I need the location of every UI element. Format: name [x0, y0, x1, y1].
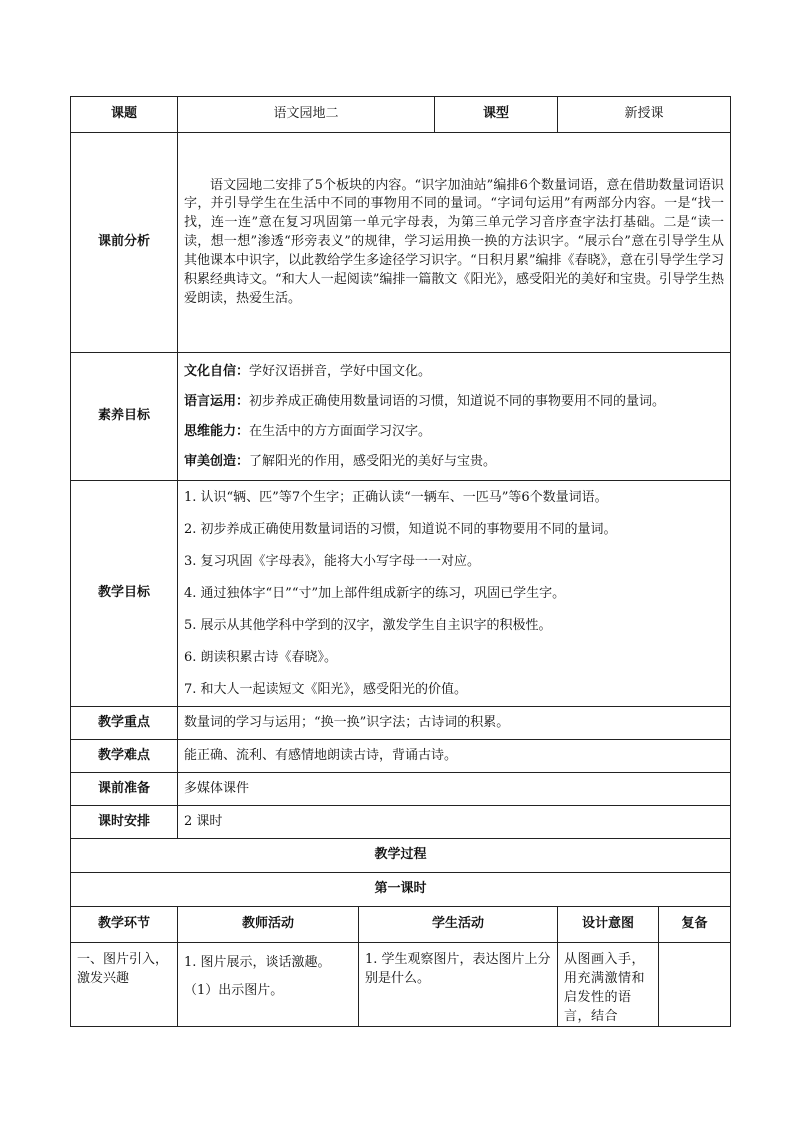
difficulties-label: 教学难点 — [71, 740, 178, 773]
header-row — [71, 97, 731, 133]
objective-item: 3. 复习巩固《字母表》，能将大小写字母一一对应。 — [184, 553, 481, 569]
column-header-teacher: 教师活动 — [178, 907, 359, 943]
lesson-title: 第一课时 — [71, 873, 731, 907]
objective-item: 6. 朗读积累古诗《春晓》。 — [184, 649, 338, 665]
literacy-goal-item: 语言运用：初步养成正确使用数量词语的习惯，知道说不同的事物要用不同的量词。 — [184, 393, 666, 409]
literacy-label: 素养目标 — [71, 353, 178, 481]
teacher-activity-cell — [178, 943, 359, 1027]
type-value: 新授课 — [558, 97, 731, 133]
analysis-row — [71, 133, 731, 353]
objectives-label: 教学目标 — [71, 481, 178, 707]
literacy-goal-item: 审美创造：了解阳光的作用，感受阳光的美好与宝贵。 — [184, 453, 497, 469]
schedule-label: 课时安排 — [71, 806, 178, 839]
process-title-row — [71, 839, 731, 873]
process-header-row — [71, 907, 731, 943]
preparation-row — [71, 773, 731, 806]
preparation-label: 课前准备 — [71, 773, 178, 806]
literacy-goal-item: 思维能力：在生活中的方方面面学习汉字。 — [184, 423, 432, 439]
lesson-plan-table — [70, 96, 731, 1027]
objectives-row — [71, 481, 731, 707]
teacher-activity-line: 1. 图片展示，谈话激趣。 — [184, 955, 331, 970]
key-points-row — [71, 707, 731, 740]
key-points-text: 数量词的学习与运用；“换一换”识字法；古诗词的积累。 — [178, 707, 731, 740]
objective-item: 5. 展示从其他学科中学到的汉字，激发学生自主识字的积极性。 — [184, 617, 552, 633]
column-header-student: 学生活动 — [359, 907, 558, 943]
stage-cell: 一、图片引入，激发兴趣 — [71, 943, 178, 1027]
column-header-intent: 设计意图 — [558, 907, 659, 943]
objective-item: 1. 认识“辆、匹”等7个生字；正确认读“一辆车、一匹马”等6个数量词语。 — [184, 489, 608, 505]
schedule-text: 2 课时 — [178, 806, 731, 839]
topic-label: 课题 — [71, 97, 178, 133]
literacy-row — [71, 353, 731, 481]
process-row — [71, 943, 731, 1027]
key-points-label: 教学重点 — [71, 707, 178, 740]
objective-item: 2. 初步养成正确使用数量词语的习惯，知道说不同的事物要用不同的量词。 — [184, 521, 617, 537]
analysis-label: 课前分析 — [71, 133, 178, 353]
objective-item: 7. 和大人一起读短文《阳光》，感受阳光的价值。 — [184, 681, 468, 697]
literacy-goals — [178, 353, 731, 481]
objectives-list — [178, 481, 731, 707]
topic-value: 语文园地二 — [178, 97, 435, 133]
analysis-text: 语文园地二安排了5个板块的内容。“识字加油站”编排6个数量词语，意在借助数量词语识字，并引导学生在生活中不同的事物用不同的量词。“字词句运用”有两部分内容。一是“找一找，连一连”意在复习巩固第一单元字母表，为第三单元学习音序查字法打基础。二是“读一读，想一想”渗透“形旁表义”的规律，学习运用换一换的方法识字。“展示台”意在引导学生从其他课本中识字，以此教给学生多途径学习识字。“日积月累”编排《春晓》，意在引导学生学习积累经典诗文。“和大人一起阅读”编排一篇散文《阳光》，感受阳光的美好和宝贵。引导学生热爱朗读，热爱生活。 — [178, 133, 731, 353]
teacher-activity-line: （1）出示图片。 — [184, 983, 284, 998]
preparation-text: 多媒体课件 — [178, 773, 731, 806]
objective-item: 4. 通过独体字“日”“寸”加上部件组成新字的练习，巩固已学生字。 — [184, 585, 566, 601]
column-header-stage: 教学环节 — [71, 907, 178, 943]
literacy-goal-item: 文化自信：学好汉语拼音，学好中国文化。 — [184, 363, 432, 379]
review-cell — [659, 943, 731, 1027]
difficulties-text: 能正确、流利、有感情地朗读古诗，背诵古诗。 — [178, 740, 731, 773]
schedule-row — [71, 806, 731, 839]
type-label: 课型 — [435, 97, 558, 133]
column-header-review: 复备 — [659, 907, 731, 943]
design-intent-cell: 从图画入手，用充满激情和启发性的语言，结合 — [558, 943, 659, 1027]
student-activity-cell: 1. 学生观察图片，表达图片上分别是什么。 — [359, 943, 558, 1027]
process-title: 教学过程 — [71, 839, 731, 873]
difficulties-row — [71, 740, 731, 773]
lesson-title-row — [71, 873, 731, 907]
